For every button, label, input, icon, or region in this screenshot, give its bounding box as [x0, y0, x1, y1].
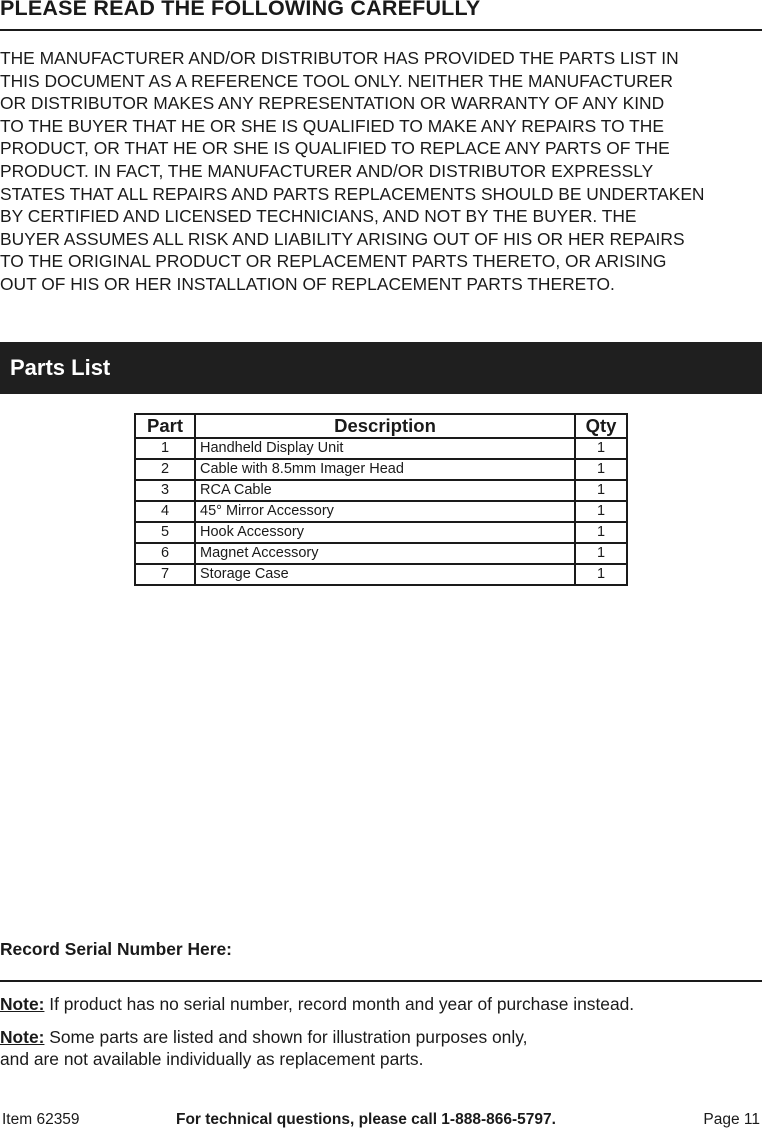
parts-list-banner: Parts List	[0, 342, 762, 394]
note-text: and are not available individually as replacement parts.	[0, 1049, 424, 1069]
table-row	[135, 543, 627, 564]
note-label: Note:	[0, 1027, 45, 1047]
cell-part: 4	[135, 501, 195, 522]
cell-qty: 1	[575, 459, 627, 480]
cell-qty: 1	[575, 438, 627, 459]
footer-page-number: Page 11	[703, 1111, 760, 1128]
cell-qty: 1	[575, 501, 627, 522]
disclaimer-text	[0, 47, 762, 296]
cell-part: 7	[135, 564, 195, 585]
cell-part: 5	[135, 522, 195, 543]
disclaimer-line: OUT OF HIS OR HER INSTALLATION OF REPLACEMENT PARTS THERETO.	[0, 273, 615, 294]
note-label: Note:	[0, 994, 45, 1014]
cell-description: Magnet Accessory	[195, 543, 575, 564]
cell-part: 2	[135, 459, 195, 480]
serial-number-label: Record Serial Number Here:	[0, 939, 232, 959]
header-qty: Qty	[575, 414, 627, 438]
cell-qty: 1	[575, 564, 627, 585]
serial-number-line	[0, 980, 762, 982]
cell-description: RCA Cable	[195, 480, 575, 501]
parts-table	[134, 413, 628, 586]
table-row	[135, 459, 627, 480]
note-illustration	[0, 1026, 762, 1070]
disclaimer-line: STATES THAT ALL REPAIRS AND PARTS REPLACEMENTS SHOULD BE UNDERTAKEN	[0, 183, 705, 204]
page-heading: PLEASE READ THE FOLLOWING CAREFULLY	[0, 0, 481, 20]
note-serial	[0, 993, 762, 1015]
parts-table-header	[135, 414, 627, 438]
cell-description: Handheld Display Unit	[195, 438, 575, 459]
disclaimer-line: PRODUCT, OR THAT HE OR SHE IS QUALIFIED TO REPLACE ANY PARTS OF THE	[0, 138, 670, 159]
table-row	[135, 480, 627, 501]
cell-part: 1	[135, 438, 195, 459]
disclaimer-line: BUYER ASSUMES ALL RISK AND LIABILITY ARISING OUT OF HIS OR HER REPAIRS	[0, 228, 685, 249]
cell-description: Cable with 8.5mm Imager Head	[195, 459, 575, 480]
cell-description: 45° Mirror Accessory	[195, 501, 575, 522]
disclaimer-line: PRODUCT. IN FACT, THE MANUFACTURER AND/OR DISTRIBUTOR EXPRESSLY	[0, 160, 654, 181]
cell-qty: 1	[575, 543, 627, 564]
cell-description: Storage Case	[195, 564, 575, 585]
cell-part: 6	[135, 543, 195, 564]
table-row	[135, 501, 627, 522]
cell-qty: 1	[575, 522, 627, 543]
table-row	[135, 438, 627, 459]
header-description: Description	[195, 414, 575, 438]
note-text: Some parts are listed and shown for illustration purposes only,	[44, 1027, 528, 1047]
cell-qty: 1	[575, 480, 627, 501]
disclaimer-line: OR DISTRIBUTOR MAKES ANY REPRESENTATION OR WARRANTY OF ANY KIND	[0, 93, 665, 114]
table-row	[135, 564, 627, 585]
note-text: If product has no serial number, record month and year of purchase instead.	[44, 994, 635, 1014]
table-row	[135, 522, 627, 543]
cell-description: Hook Accessory	[195, 522, 575, 543]
disclaimer-line: THE MANUFACTURER AND/OR DISTRIBUTOR HAS PROVIDED THE PARTS LIST IN	[0, 48, 679, 68]
footer-tech-support: For technical questions, please call 1-888-866-5797.	[176, 1111, 556, 1128]
cell-part: 3	[135, 480, 195, 501]
page-footer	[0, 1111, 762, 1131]
disclaimer-line: TO THE ORIGINAL PRODUCT OR REPLACEMENT PARTS THERETO, OR ARISING	[0, 251, 667, 272]
header-part: Part	[135, 414, 195, 438]
heading-divider	[0, 29, 762, 31]
footer-item-number: Item 62359	[2, 1111, 80, 1128]
disclaimer-line: BY CERTIFIED AND LICENSED TECHNICIANS, AND NOT BY THE BUYER. THE	[0, 206, 637, 227]
disclaimer-line: THIS DOCUMENT AS A REFERENCE TOOL ONLY. NEITHER THE MANUFACTURER	[0, 70, 673, 91]
disclaimer-line: TO THE BUYER THAT HE OR SHE IS QUALIFIED TO MAKE ANY REPAIRS TO THE	[0, 115, 664, 136]
